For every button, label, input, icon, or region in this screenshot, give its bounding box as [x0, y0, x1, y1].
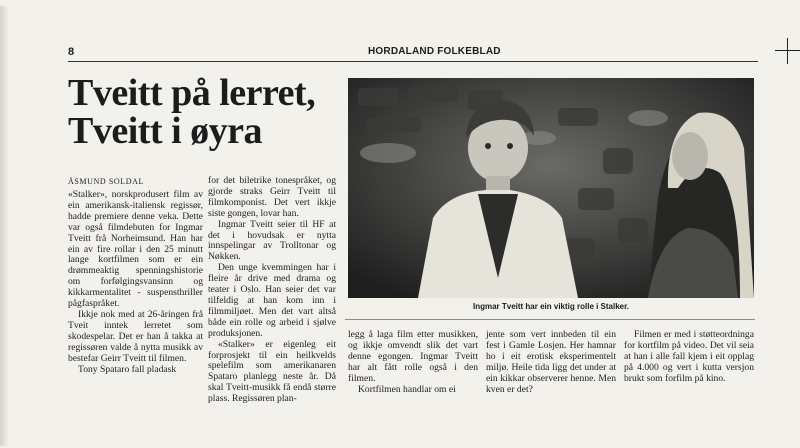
- headline-line-2: Tveitt i øyra: [68, 110, 263, 152]
- header-rule: [68, 61, 758, 62]
- paragraph: Filmen er med i støtteordninga for kortfilm på video. Det vil seia at han i alle fall kjem i eit opplag på 4.000 og vert i kutta versjon brukt som forfilm på kino.: [624, 329, 754, 384]
- paragraph: legg å laga film etter musikken, og ikkje omvendt slik det vart denne egongen. Ingmar Tveitt har alt fått rolle også i den filmen.: [348, 329, 478, 384]
- page-number: 8: [68, 46, 75, 58]
- article-column-5: [624, 330, 754, 385]
- article-photo: [348, 78, 754, 298]
- byline: ÅSMUND SOLDAL: [68, 177, 145, 186]
- paragraph: «Stalker», norskprodusert film av ein amerikansk-italiensk regissør, hadde premiere denne veka. Dette var også filmdebuten for Ingmar Tveitt frå Norheimsund. Han har ein av fire rollar i den 25 minutt lange kortfilmen som er ein drømmeaktig spenningshistorie om forfølgingsvansinn og kikkarmentalitet - suspensthriller pågfaspråket.: [68, 189, 203, 310]
- column-divider-rule: [345, 319, 755, 320]
- paragraph: Den unge kvemmingen har i fleire år drive med drama og teater i Oslo. Han seier det var tilfeldig at han kom inn i filmmiljøet. Men det vart altså både ein rolle og arbeid i sjølve produksjonen.: [208, 262, 336, 339]
- headline-line-1: Tveitt på lerret,: [68, 72, 316, 114]
- paragraph: jente som vert innbeden til ein fest i Gamle Losjen. Her hamnar ho i eit erotisk eksperimentelt miljø. Heile tida ligg det under at ein kikkar observerer henne. Men kven er det?: [486, 329, 616, 395]
- paragraph: Tony Spataro fall pladask: [78, 363, 177, 375]
- paragraph: Kortfilmen handlar om ei: [358, 383, 456, 395]
- headline: [68, 74, 343, 150]
- registration-mark: [775, 38, 800, 64]
- page-fold-shadow: [0, 6, 8, 446]
- article-column-2: [208, 176, 336, 405]
- article-column-3: [348, 330, 478, 395]
- article-column-4: [486, 330, 616, 395]
- paragraph: Ikkje nok med at 26-åringen frå Tveit inntek lerretet som skodespelar. Det er han å takka at regissøren valde å nytta musikk av bestefar Geirr Tveitt til filmen.: [68, 308, 203, 364]
- paragraph: Ingmar Tveitt seier til HF at det i hovudsak er nytta innspelingar av Trolltonar og Nøkken.: [208, 218, 336, 263]
- article-column-1: [68, 190, 203, 375]
- photo-caption: Ingmar Tveitt har ein viktig rolle i Stalker.: [472, 302, 630, 311]
- photo-illustration: [348, 78, 754, 298]
- publication-name: HORDALAND FOLKEBLAD: [368, 46, 501, 57]
- paragraph: for det biletrike tonespråket, og gjorde straks Geirr Tveitt til filmkomponist. Det vert ikkje siste gongen, lovar han.: [208, 175, 336, 219]
- paragraph: «Stalker» er eigenleg eit forprosjekt til ein heilkvelds spelefilm som amerikanaren Spataro planlegg neste år. Då skal Tveitt-musikk få endå større plass. Regissøren plan-: [208, 338, 336, 405]
